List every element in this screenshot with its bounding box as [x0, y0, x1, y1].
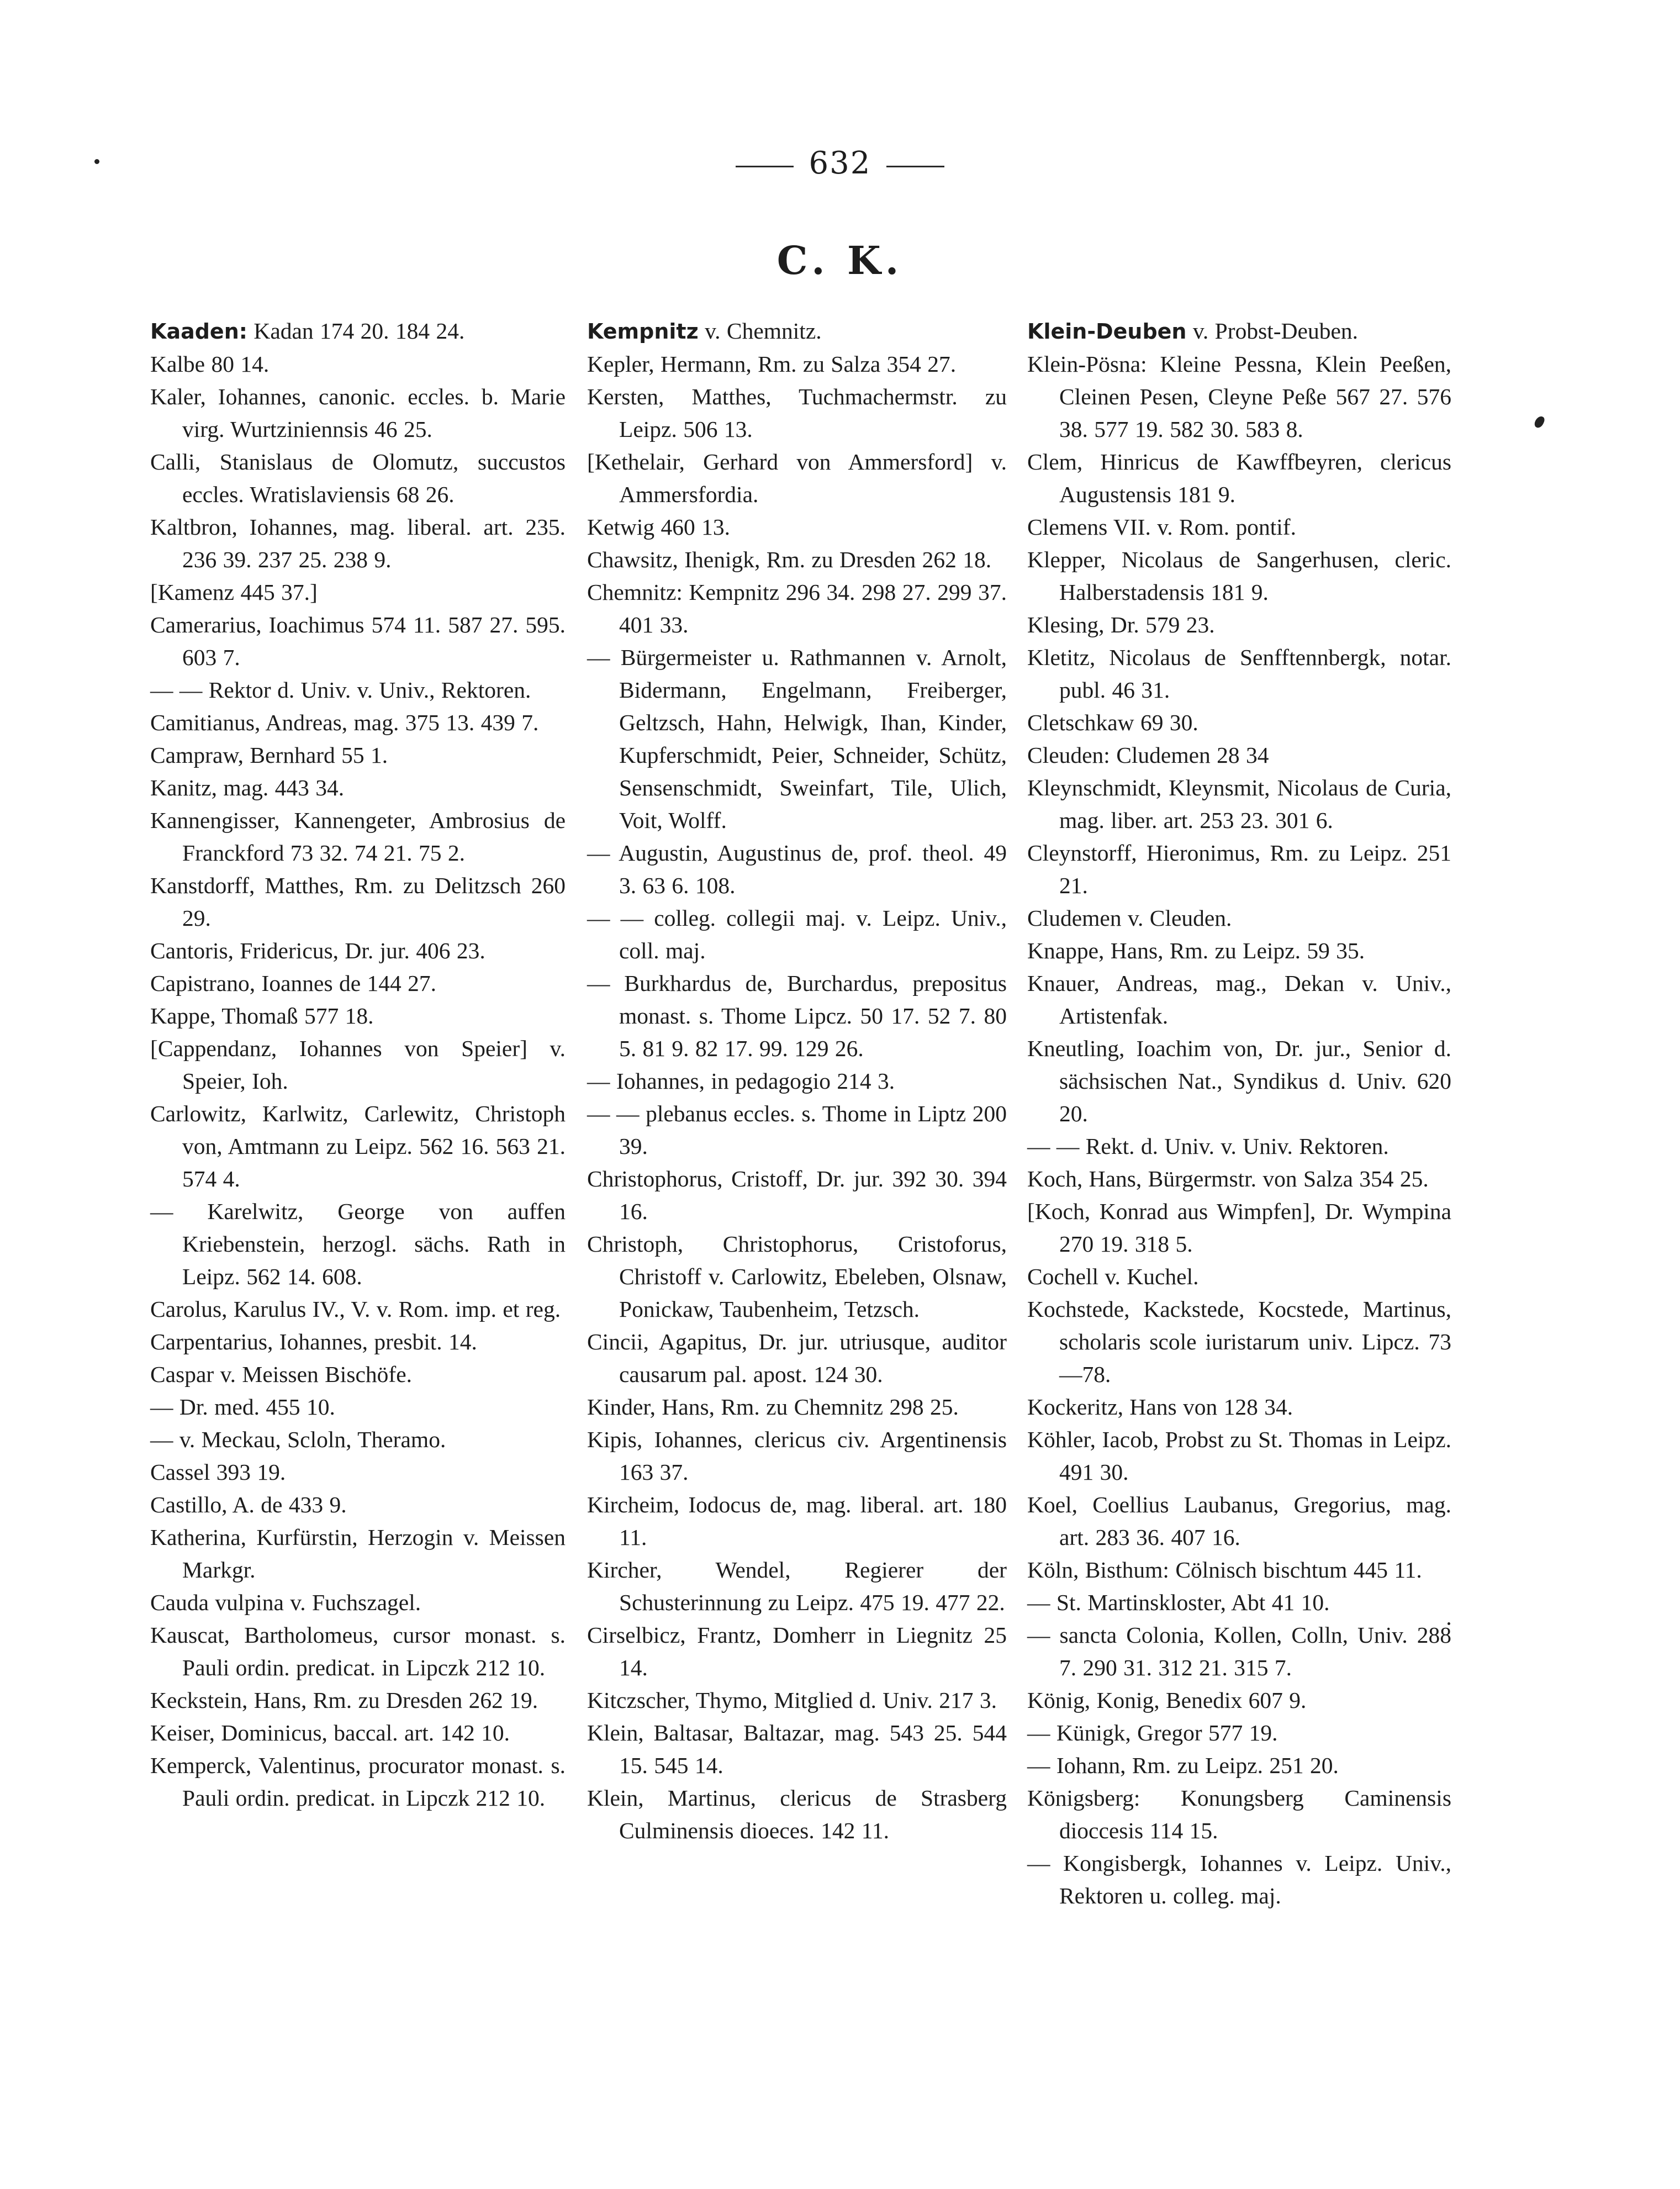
entry-text: Capistrano, Ioannes de 144 27. — [150, 970, 437, 996]
entry-text: [Kamenz 445 37.] — [150, 579, 318, 605]
index-entry — [150, 576, 566, 609]
entry-text: — Kongisbergk, Iohannes v. Leipz. Univ., Rektoren u. colleg. maj. — [1027, 1850, 1451, 1908]
index-entry — [1027, 1489, 1451, 1554]
index-entry — [150, 1195, 566, 1293]
index-entry — [587, 1554, 1007, 1619]
entry-text: Kleynschmidt, Kleynsmit, Nicolaus de Curia, mag. liber. art. 253 23. 301 6. — [1027, 775, 1451, 833]
index-entry — [150, 869, 566, 935]
entry-text: Kinder, Hans, Rm. zu Chemnitz 298 25. — [587, 1394, 959, 1420]
entry-text: Cantoris, Fridericus, Dr. jur. 406 23. — [150, 938, 485, 963]
entry-text: Knauer, Andreas, mag., Dekan v. Univ., Artistenfak. — [1027, 970, 1451, 1028]
entry-text: [Koch, Konrad aus Wimpfen], Dr. Wympina 270 19. 318 5. — [1027, 1199, 1451, 1257]
index-entry — [587, 1065, 1007, 1098]
index-entry — [587, 1489, 1007, 1554]
entry-text: Knappe, Hans, Rm. zu Leipz. 59 35. — [1027, 938, 1365, 963]
index-entry — [587, 1391, 1007, 1423]
index-entry — [587, 1717, 1007, 1782]
index-entry — [150, 1293, 566, 1326]
entry-text: Kaler, Iohannes, canonic. eccles. b. Marie virg. Wurtziniennsis 46 25. — [150, 384, 566, 442]
entry-text: Kepler, Hermann, Rm. zu Salza 354 27. — [587, 351, 957, 377]
index-entry — [150, 1391, 566, 1423]
index-entry — [1027, 837, 1451, 902]
entry-text: Carlowitz, Karlwitz, Carlewitz, Christoph von, Amtmann zu Leipz. 562 16. 563 21. 574 4. — [150, 1101, 566, 1191]
entry-text: Klein-Pösna: Kleine Pessna, Klein Peeßen, Cleinen Pesen, Cleyne Peße 567 27. 576 38. 577 19. 582 30. 583 8. — [1027, 351, 1451, 442]
entry-text: Camitianus, Andreas, mag. 375 13. 439 7. — [150, 710, 539, 735]
entry-text: Kanstdorff, Matthes, Rm. zu Delitzsch 260 29. — [150, 873, 566, 931]
index-entry — [150, 1619, 566, 1684]
index-entry — [1027, 1684, 1451, 1717]
index-entry — [587, 967, 1007, 1065]
index-column-1 — [150, 315, 566, 1815]
entry-text: v. Probst-Deuben. — [1186, 318, 1359, 344]
index-entry — [150, 1326, 566, 1358]
entry-text: — St. Martinskloster, Abt 41 10. — [1027, 1590, 1330, 1615]
entry-text: — v. Meckau, Scloln, Theramo. — [150, 1427, 446, 1452]
entry-text: Kalbe 80 14. — [150, 351, 270, 377]
entry-text: Kanitz, mag. 443 34. — [150, 775, 345, 800]
entry-text: Cludemen v. Cleuden. — [1027, 905, 1232, 931]
index-entry — [150, 1489, 566, 1521]
entry-text: — Augustin, Augustinus de, prof. theol. 49 3. 63 6. 108. — [587, 840, 1007, 898]
index-entry — [1027, 1782, 1451, 1847]
index-entry — [1027, 315, 1451, 348]
entry-text: Cletschkaw 69 30. — [1027, 710, 1198, 735]
entry-text: Katherina, Kurfürstin, Herzogin v. Meissen Markgr. — [150, 1525, 566, 1583]
index-entry — [150, 511, 566, 576]
index-entry — [1027, 706, 1451, 739]
header-rule-left — [736, 166, 794, 167]
entry-text: Clemens VII. v. Rom. pontif. — [1027, 514, 1296, 540]
entry-text: Chemnitz: Kempnitz 296 34. 298 27. 299 37. 401 33. — [587, 579, 1007, 637]
entry-text: Camerarius, Ioachimus 574 11. 587 27. 595. 603 7. — [150, 612, 566, 670]
entry-text: Kircheim, Iodocus de, mag. liberal. art. 180 11. — [587, 1492, 1007, 1550]
entry-text: Cirselbicz, Frantz, Domherr in Liegnitz 25 14. — [587, 1622, 1007, 1680]
entry-text: Kaltbron, Iohannes, mag. liberal. art. 235. 236 39. 237 25. 238 9. — [150, 514, 566, 572]
entry-text: Cleuden: Cludemen 28 34 — [1027, 742, 1269, 768]
entry-text: — Künigk, Gregor 577 19. — [1027, 1720, 1278, 1745]
index-entry — [1027, 1195, 1451, 1260]
index-entry — [587, 446, 1007, 511]
index-entry — [150, 772, 566, 804]
entry-text: Kersten, Matthes, Tuchmachermstr. zu Leipz. 506 13. — [587, 384, 1007, 442]
index-entry — [1027, 1554, 1451, 1586]
entry-text: Ketwig 460 13. — [587, 514, 731, 540]
entry-text: — Bürgermeister u. Rathmannen v. Arnolt, Bidermann, Engelmann, Freiberger, Geltzsch, Hahn, Helwigk, Ihan, Kinder, Kupferschmidt, Peier, Schneider, Schütz, Sensenschmidt, Sweinfart, Tile, Ulich, Voit, Wolff. — [587, 645, 1007, 833]
index-entry — [150, 1521, 566, 1586]
index-entry — [150, 446, 566, 511]
index-entry — [1027, 1163, 1451, 1195]
entry-text: Christoph, Christophorus, Cristoforus, Christoff v. Carlowitz, Ebeleben, Olsnaw, Ponickaw, Taubenheim, Tetzsch. — [587, 1231, 1007, 1322]
index-entry — [1027, 1749, 1451, 1782]
entry-text: — sancta Colonia, Kollen, Colln, Univ. 288 7. 290 31. 312 21. 315 7. — [1027, 1622, 1451, 1680]
index-entry — [150, 1423, 566, 1456]
index-entry — [150, 739, 566, 772]
index-entry — [150, 1098, 566, 1195]
entry-text: Kneutling, Ioachim von, Dr. jur., Senior d. sächsischen Nat., Syndikus d. Univ. 620 20. — [1027, 1036, 1451, 1126]
entry-text: Königsberg: Konungsberg Caminensis dioccesis 114 15. — [1027, 1785, 1451, 1843]
index-entry — [1027, 772, 1451, 837]
entry-text: Keiser, Dominicus, baccal. art. 142 10. — [150, 1720, 510, 1745]
index-entry — [150, 348, 566, 381]
index-entry — [587, 1423, 1007, 1489]
index-entry — [1027, 511, 1451, 544]
entry-text: Carolus, Karulus IV., V. v. Rom. imp. et reg. — [150, 1296, 561, 1322]
entry-text: Kadan 174 20. 184 24. — [247, 318, 465, 344]
entry-text: Campraw, Bernhard 55 1. — [150, 742, 388, 768]
index-entry — [1027, 641, 1451, 706]
entry-text: Calli, Stanislaus de Olomutz, succustos eccles. Wratislaviensis 68 26. — [150, 449, 566, 507]
index-entry — [150, 935, 566, 967]
index-entry — [1027, 1260, 1451, 1293]
entry-text: Keckstein, Hans, Rm. zu Dresden 262 19. — [150, 1687, 538, 1713]
index-entry — [587, 381, 1007, 446]
entry-text: Klepper, Nicolaus de Sangerhusen, cleric. Halberstadensis 181 9. — [1027, 547, 1451, 605]
index-entry — [587, 1228, 1007, 1326]
index-entry — [1027, 1847, 1451, 1912]
index-entry — [1027, 348, 1451, 446]
entry-text: Christophorus, Cristoff, Dr. jur. 392 30. 394 16. — [587, 1166, 1007, 1224]
entry-text: — — Rektor d. Univ. v. Univ., Rektoren. — [150, 677, 531, 703]
entry-text: Kemperck, Valentinus, procurator monast. s. Pauli ordin. predicat. in Lipczk 212 10. — [150, 1753, 566, 1811]
index-entry — [1027, 446, 1451, 511]
entry-text: Cleynstorff, Hieronimus, Rm. zu Leipz. 251 21. — [1027, 840, 1451, 898]
index-entry — [150, 804, 566, 869]
index-entry — [150, 1717, 566, 1749]
header-rule-right — [886, 166, 944, 167]
index-entry — [587, 544, 1007, 576]
index-entry — [150, 967, 566, 1000]
entry-text: Caspar v. Meissen Bischöfe. — [150, 1362, 413, 1387]
entry-text: Cassel 393 19. — [150, 1459, 286, 1485]
entry-text: Chawsitz, Ihenigk, Rm. zu Dresden 262 18. — [587, 547, 992, 572]
index-entry — [150, 674, 566, 706]
index-entry — [587, 641, 1007, 837]
index-entry — [587, 1098, 1007, 1163]
entry-text: Castillo, A. de 433 9. — [150, 1492, 347, 1517]
index-entry — [1027, 1423, 1451, 1489]
index-entry — [1027, 1293, 1451, 1391]
entry-text: Clem, Hinricus de Kawffbeyren, clericus Augustensis 181 9. — [1027, 449, 1451, 507]
entry-text: — Burkhardus de, Burchardus, prepositus monast. s. Thome Lipcz. 50 17. 52 7. 80 5. 81 9. 82 17. 99. 129 26. — [587, 970, 1007, 1061]
index-entry — [1027, 1130, 1451, 1163]
entry-text: Carpentarius, Iohannes, presbit. 14. — [150, 1329, 477, 1354]
index-entry — [150, 1032, 566, 1098]
index-entry — [150, 1358, 566, 1391]
index-entry — [150, 1749, 566, 1815]
entry-text: Kitczscher, Thymo, Mitglied d. Univ. 217 3. — [587, 1687, 997, 1713]
index-entry — [587, 1684, 1007, 1717]
index-entry — [150, 1586, 566, 1619]
entry-text: — — plebanus eccles. s. Thome in Liptz 200 39. — [587, 1101, 1007, 1159]
index-column-3 — [1027, 315, 1451, 1912]
entry-text: — Iohannes, in pedagogio 214 3. — [587, 1068, 895, 1094]
entry-text: Cincii, Agapitus, Dr. jur. utriusque, auditor causarum pal. apost. 124 30. — [587, 1329, 1007, 1387]
entry-headword: Kempnitz — [587, 319, 699, 344]
entry-text: — Dr. med. 455 10. — [150, 1394, 335, 1420]
entry-headword: Kaaden: — [150, 319, 247, 344]
entry-text: Kochstede, Kackstede, Kocstede, Martinus, scholaris scole iuristarum univ. Lipcz. 73—78. — [1027, 1296, 1451, 1387]
index-entry — [150, 1684, 566, 1717]
index-entry — [150, 315, 566, 348]
index-entry — [1027, 739, 1451, 772]
entry-text: Klein, Martinus, clericus de Strasberg Culminensis dioeces. 142 11. — [587, 1785, 1007, 1843]
entry-text: Kannengisser, Kannengeter, Ambrosius de Franckford 73 32. 74 21. 75 2. — [150, 808, 566, 866]
entry-text: Cochell v. Kuchel. — [1027, 1264, 1199, 1289]
entry-text: — — colleg. collegii maj. v. Leipz. Univ., coll. maj. — [587, 905, 1007, 963]
entry-text: Klein, Baltasar, Baltazar, mag. 543 25. 544 15. 545 14. — [587, 1720, 1007, 1778]
page-number: 632 — [809, 145, 871, 181]
entry-text: Kipis, Iohannes, clericus civ. Argentinensis 163 37. — [587, 1427, 1007, 1485]
entry-text: Kircher, Wendel, Regierer der Schusterinnung zu Leipz. 475 19. 477 22. — [587, 1557, 1007, 1615]
index-entry — [587, 315, 1007, 348]
index-entry — [1027, 1619, 1451, 1684]
index-entry — [587, 511, 1007, 544]
index-entry — [587, 348, 1007, 381]
entry-text: [Cappendanz, Iohannes von Speier] v. Speier, Ioh. — [150, 1036, 566, 1094]
index-entry — [150, 609, 566, 674]
index-entry — [150, 1456, 566, 1489]
index-entry — [587, 1326, 1007, 1391]
entry-text: König, Konig, Benedix 607 9. — [1027, 1687, 1307, 1713]
index-entry — [150, 706, 566, 739]
entry-text: Kappe, Thomaß 577 18. — [150, 1003, 374, 1028]
index-entry — [1027, 1717, 1451, 1749]
index-entry — [587, 902, 1007, 967]
index-entry — [1027, 1391, 1451, 1423]
entry-headword: Klein-Deuben — [1027, 319, 1187, 344]
index-entry — [587, 1782, 1007, 1847]
section-title: C. K. — [776, 238, 904, 283]
ink-blot-mark — [1533, 415, 1546, 429]
index-entry — [587, 1619, 1007, 1684]
page-header — [0, 141, 1680, 185]
entry-text: Kockeritz, Hans von 128 34. — [1027, 1394, 1293, 1420]
index-entry — [587, 1163, 1007, 1228]
index-entry — [1027, 1032, 1451, 1130]
index-column-2 — [587, 315, 1007, 1847]
index-entry — [1027, 967, 1451, 1032]
entry-text: Koch, Hans, Bürgermstr. von Salza 354 25. — [1027, 1166, 1429, 1191]
entry-text: Kauscat, Bartholomeus, cursor monast. s. Pauli ordin. predicat. in Lipczk 212 10. — [150, 1622, 566, 1680]
index-entry — [587, 837, 1007, 902]
index-entry — [1027, 902, 1451, 935]
entry-text: [Kethelair, Gerhard von Ammersford] v. Ammersfordia. — [587, 449, 1007, 507]
entry-text: — Iohann, Rm. zu Leipz. 251 20. — [1027, 1753, 1339, 1778]
entry-text: Cauda vulpina v. Fuchszagel. — [150, 1590, 421, 1615]
entry-text: — — Rekt. d. Univ. v. Univ. Rektoren. — [1027, 1133, 1389, 1159]
entry-text: Klesing, Dr. 579 23. — [1027, 612, 1215, 637]
index-entry — [587, 576, 1007, 641]
entry-text: Köhler, Iacob, Probst zu St. Thomas in Leipz. 491 30. — [1027, 1427, 1451, 1485]
entry-text: Koel, Coellius Laubanus, Gregorius, mag. art. 283 36. 407 16. — [1027, 1492, 1451, 1550]
index-entry — [150, 1000, 566, 1032]
index-entry — [1027, 1586, 1451, 1619]
index-entry — [1027, 935, 1451, 967]
index-entry — [1027, 544, 1451, 609]
index-entry — [1027, 609, 1451, 641]
entry-text: v. Chemnitz. — [698, 318, 822, 344]
index-entry — [150, 381, 566, 446]
entry-text: — Karelwitz, George von auffen Kriebenstein, herzogl. sächs. Rath in Leipz. 562 14. 608. — [150, 1199, 566, 1289]
entry-text: Köln, Bisthum: Cölnisch bischtum 445 11. — [1027, 1557, 1422, 1583]
entry-text: Kletitz, Nicolaus de Senfftennbergk, notar. publ. 46 31. — [1027, 645, 1451, 703]
